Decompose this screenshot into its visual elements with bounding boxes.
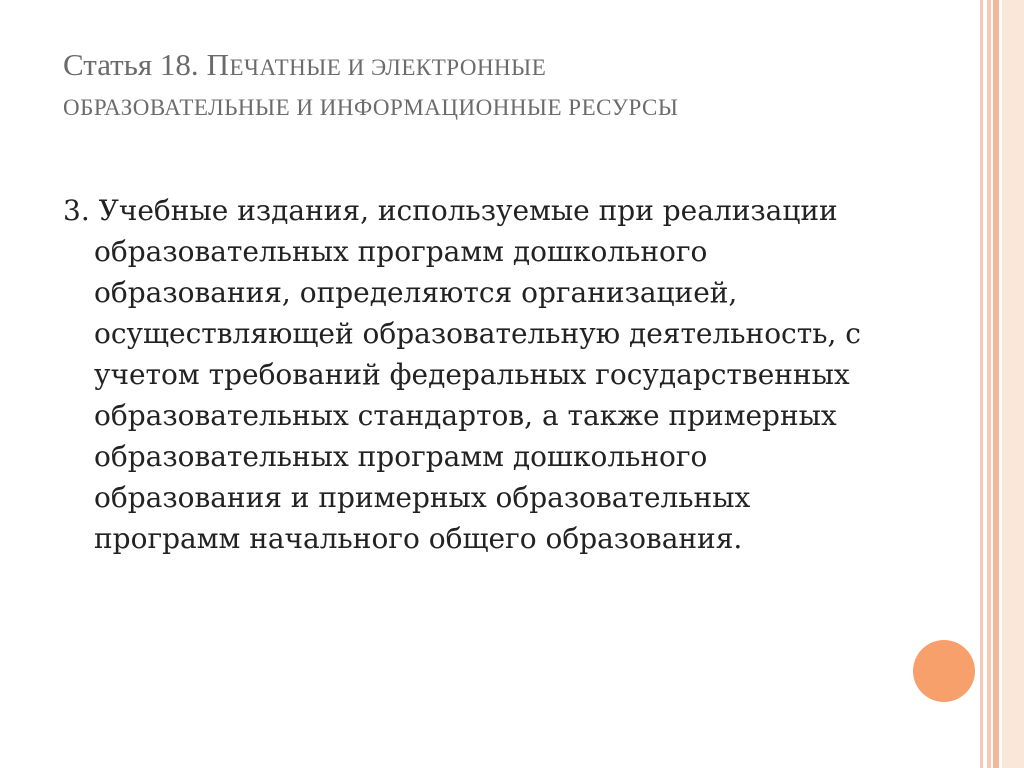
slide-body <box>63 190 893 559</box>
title-line-1 <box>63 44 923 88</box>
decorative-stripe <box>1002 0 1024 768</box>
title-rest: ПЕЧАТНЫЕ И ЭЛЕКТРОННЫЕ <box>206 47 547 82</box>
title-line-2: ОБРАЗОВАТЕЛЬНЫЕ И ИНФОРМАЦИОННЫЕ РЕСУРСЫ <box>63 95 679 120</box>
accent-circle <box>913 640 975 702</box>
body-paragraph: 3. Учебные издания, используемые при реализации образовательных программ дошкольного образования, определяются организацией, осуществляющей образовательную деятельность, с учетом требований федеральных государственных образовательных стандартов, а также примерных образовательных программ дошкольного образования и примерных образовательных программ начального общего образования. <box>63 194 861 555</box>
title-lead: Статья 18. <box>63 47 199 82</box>
slide-title <box>63 44 923 128</box>
